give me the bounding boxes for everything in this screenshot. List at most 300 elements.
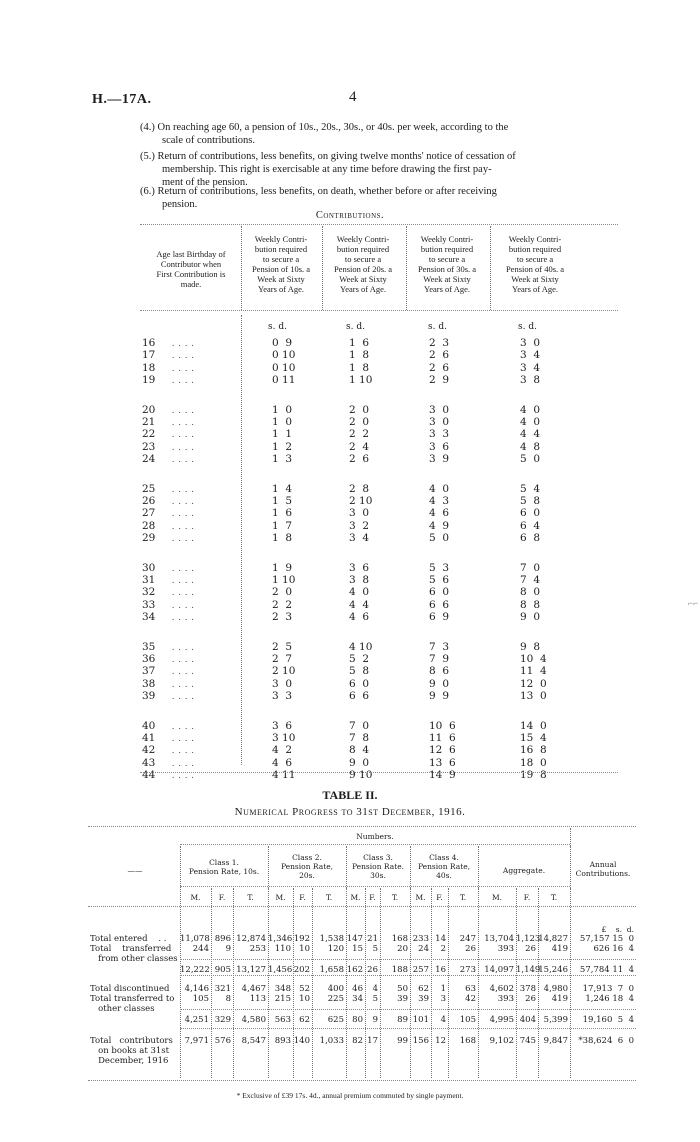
contribution-column-header: Weekly Contri- (508, 234, 562, 244)
table-cell: 12,874 (236, 934, 266, 944)
table-cell: 17 (367, 1036, 378, 1046)
contribution-value: 7 8 (349, 732, 370, 744)
contribution-value: 15 4 (520, 732, 547, 744)
contribution-value: 7 0 (520, 561, 541, 574)
table-2-title: TABLE II. (322, 788, 378, 802)
contribution-value: 12 0 (520, 677, 547, 690)
contribution-value: 2 8 (349, 482, 370, 495)
leader-dots: . . . . (172, 641, 195, 652)
table-cell: 20 (397, 944, 408, 954)
table-cell: 4,146 (184, 984, 209, 994)
table-top-rule (140, 224, 618, 225)
contribution-value: 8 4 (349, 744, 370, 757)
table-cell: 39 (418, 994, 429, 1004)
leader-dots: . . . . (172, 575, 195, 585)
table-cell: 99 (397, 1036, 408, 1046)
paragraph-line: scale of contributions. (162, 135, 256, 146)
table-cell: 10 (299, 944, 310, 954)
page-number: 4 (349, 89, 357, 105)
contribution-value: 5 0 (520, 453, 541, 466)
table-cell: 105 (459, 1015, 476, 1025)
contribution-value: 2 6 (349, 453, 370, 466)
contribution-value: 3 9 (429, 453, 450, 466)
contribution-value: 2 0 (349, 416, 370, 428)
contribution-value: 4 0 (520, 416, 541, 428)
table-cell: 7,971 (184, 1036, 209, 1046)
leader-dots: . . . . (172, 362, 195, 373)
contribution-column-header: to secure a (516, 254, 554, 264)
contribution-value: 4 6 (429, 507, 450, 520)
age-value: 32 (142, 586, 156, 599)
table-cell: 10 (299, 994, 310, 1004)
table-cell: 563 (274, 1015, 291, 1025)
mft-header: F. (369, 893, 376, 902)
table-cell: 15,246 (538, 965, 568, 975)
table-cell: 9 (372, 1015, 378, 1025)
mft-top-rule (180, 886, 570, 887)
contribution-value: 3 0 (429, 403, 450, 416)
label-column-header: —— (127, 866, 143, 875)
mft-header: M. (350, 893, 361, 902)
contribution-value: 0 10 (272, 349, 296, 362)
age-value: 18 (142, 361, 156, 374)
contribution-value: 4 10 (349, 640, 373, 653)
contribution-value: 1 0 (272, 416, 293, 428)
table-cell: 9 (225, 944, 231, 954)
age-value: 31 (142, 574, 156, 586)
table-cell: 52 (299, 984, 310, 994)
paragraph-line: (4.) On reaching age 60, a pension of 10s., 20s., 30s., or 40s. per week, according to the (140, 122, 509, 133)
age-value: 19 (142, 374, 156, 387)
contribution-value: 11 4 (520, 665, 547, 678)
class-header: Class 4. (429, 853, 459, 862)
contribution-value: 1 5 (272, 495, 293, 507)
contribution-value: 0 10 (272, 361, 296, 374)
table-cell: 3 (440, 994, 446, 1004)
contribution-value: 2 2 (272, 598, 293, 611)
subtotal-rule (180, 975, 636, 976)
leader-dots: . . . . (172, 733, 195, 743)
unit-label: s. d. (268, 322, 287, 332)
contribution-value: 13 0 (520, 690, 547, 703)
annual-contributions-header: Contributions. (575, 869, 631, 878)
leader-dots: . . . . (172, 587, 195, 598)
subtotal-rule (180, 959, 636, 960)
contribution-column-header: Pension of 20s. a (333, 264, 393, 274)
table-cell: 247 (459, 934, 476, 944)
contribution-value: 2 10 (272, 665, 296, 678)
contribution-value: 4 0 (429, 482, 450, 495)
table-bottom-rule (140, 772, 618, 773)
row-label: Total discontinued (90, 984, 170, 994)
contribution-value: 4 6 (349, 611, 370, 624)
table-cell: 14 (435, 934, 446, 944)
table-cell: 34 (352, 994, 363, 1004)
table-cell: 26 (525, 994, 536, 1004)
contribution-value: 6 0 (349, 677, 370, 690)
table-cell: 50 (397, 984, 408, 994)
age-value: 24 (142, 453, 156, 466)
contribution-value: 6 0 (520, 507, 541, 520)
leader-dots: . . . . (172, 441, 195, 452)
cell-rule (478, 888, 479, 1078)
table-2-subtitle: Numerical Progress to 31st December, 1916. (234, 806, 466, 818)
contribution-value: 2 4 (349, 440, 370, 453)
table-cell: 1,033 (319, 1036, 344, 1046)
leader-dots: . . . . (172, 678, 195, 689)
contribution-value: 1 8 (349, 349, 370, 362)
table-cell: 202 (293, 965, 310, 975)
contribution-value: 3 2 (349, 519, 370, 532)
table-cell: 5 (372, 994, 378, 1004)
table-cell: 1,456 (268, 965, 293, 975)
table-cell: 625 (327, 1015, 344, 1025)
contribution-value: 1 6 (349, 337, 370, 349)
table-cell: 8 (225, 994, 231, 1004)
table-cell: 21 (367, 934, 378, 944)
table-cell: 393 (497, 944, 514, 954)
age-value: 38 (142, 677, 156, 690)
leader-dots: . . . . (172, 496, 195, 506)
leader-dots: . . . . (172, 720, 195, 731)
contribution-value: 3 6 (272, 719, 293, 732)
table-cell: 62 (299, 1015, 310, 1025)
row-label: other classes (90, 1004, 155, 1014)
cell-rule (410, 888, 411, 1078)
contribution-value: 3 6 (429, 440, 450, 453)
table-cell: 80 (352, 1015, 363, 1025)
leader-dots: . . . . (172, 612, 195, 623)
table-cell: 89 (397, 1015, 408, 1025)
column-rule (490, 226, 491, 310)
table-cell: 147 (346, 934, 363, 944)
leader-dots: . . . . (172, 770, 195, 781)
annual-contribution-cell: 626 16 4 (593, 944, 634, 954)
contribution-value: 1 4 (272, 482, 293, 495)
paragraph-line: (5.) Return of contributions, less benefits, on giving twelve months' notice of cessation of (140, 151, 516, 162)
mft-header: T. (550, 893, 558, 902)
margin-mark: ⌐⌐ (688, 598, 699, 608)
contribution-column-header: Years of Age. (423, 284, 471, 294)
cell-rule (268, 888, 269, 1078)
contribution-value: 3 0 (349, 507, 370, 520)
age-column-header: Contributor when (160, 259, 222, 269)
table-cell: 404 (519, 1015, 536, 1025)
paragraph-line: membership. This right is exercisable at any time before drawing the first pay- (162, 164, 492, 175)
subtotal-rule (180, 1009, 636, 1010)
contribution-column-header: to secure a (428, 254, 466, 264)
contribution-value: 9 0 (349, 756, 370, 769)
contribution-value: 9 0 (520, 611, 541, 624)
report-reference: H.—17A. (92, 92, 152, 107)
mft-header: F. (523, 893, 531, 902)
contribution-value: 5 4 (520, 482, 541, 495)
age-value: 23 (142, 440, 156, 453)
column-rule (322, 226, 323, 310)
contribution-column-header: to secure a (262, 254, 300, 264)
contribution-value: 4 2 (272, 744, 293, 757)
contribution-column-header: bution required (254, 244, 308, 254)
contribution-value: 9 8 (520, 640, 541, 653)
age-value: 39 (142, 690, 156, 703)
class-header: 30s. (370, 871, 386, 880)
table-cell: 4,251 (184, 1015, 209, 1025)
table-cell: 273 (459, 965, 476, 975)
mft-header: T. (459, 893, 467, 902)
contribution-value: 7 9 (429, 653, 450, 665)
mft-header: F. (218, 893, 226, 902)
table-cell: 1,658 (319, 965, 344, 975)
leader-dots: . . . . (172, 691, 195, 702)
paragraph-line: pension. (162, 199, 198, 210)
cell-rule (365, 888, 366, 1078)
contribution-column-header: Years of Age. (339, 284, 387, 294)
paragraph-5 (140, 150, 630, 189)
contribution-value: 7 3 (429, 640, 450, 653)
table-cell: 110 (274, 944, 291, 954)
leader-dots: . . . . (172, 666, 195, 677)
contribution-value: 4 8 (520, 440, 541, 453)
table-cell: 4,995 (489, 1015, 514, 1025)
table-cell: 5 (372, 944, 378, 954)
table-cell: 14,097 (484, 965, 514, 975)
age-value: 43 (142, 756, 156, 769)
contribution-value: 13 6 (429, 756, 456, 769)
table2-bottom-rule (88, 1080, 636, 1081)
leader-dots: . . . . (172, 599, 195, 610)
age-value: 30 (142, 561, 156, 574)
cell-rule (380, 888, 381, 1078)
contribution-value: 5 8 (349, 665, 370, 678)
table-cell: 215 (274, 994, 291, 1004)
table-cell: 12 (435, 1036, 446, 1046)
contribution-value: 8 8 (520, 598, 541, 611)
paragraph-4 (140, 121, 630, 147)
contribution-value: 2 3 (429, 337, 450, 349)
table-cell: 329 (214, 1015, 231, 1025)
contribution-value: 6 6 (349, 690, 370, 703)
age-value: 29 (142, 532, 156, 545)
contribution-value: 8 0 (520, 586, 541, 599)
contribution-value: 0 9 (272, 337, 293, 349)
contribution-value: 1 2 (272, 440, 293, 453)
contribution-column-header: bution required (508, 244, 562, 254)
cell-rule (431, 888, 432, 1078)
contribution-value: 16 8 (520, 744, 547, 757)
contribution-value: 5 0 (429, 532, 450, 545)
table-cell: 378 (519, 984, 536, 994)
contribution-value: 6 4 (520, 519, 541, 532)
row-label: on books at 31st (90, 1046, 170, 1056)
table-cell: 225 (327, 994, 344, 1004)
age-value: 28 (142, 519, 156, 532)
contribution-value: 1 10 (349, 374, 373, 387)
leader-dots: . . . . (172, 338, 195, 348)
contribution-value: 3 3 (429, 428, 450, 441)
contribution-column-header: Pension of 10s. a (251, 264, 311, 274)
leader-dots: . . . . (172, 533, 195, 544)
table-cell: 9,102 (489, 1036, 514, 1046)
age-value: 25 (142, 482, 156, 495)
contribution-value: 1 6 (272, 507, 293, 520)
contribution-value: 4 4 (349, 598, 370, 611)
table-cell: 1,123 (516, 934, 541, 944)
contribution-value: 6 6 (429, 598, 450, 611)
table-cell: 1,149 (516, 965, 541, 975)
contribution-value: 1 0 (272, 403, 293, 416)
contribution-value: 1 3 (272, 453, 293, 466)
contribution-value: 2 2 (349, 428, 370, 441)
age-value: 27 (142, 507, 156, 520)
table-cell: 745 (519, 1036, 536, 1046)
age-value: 40 (142, 719, 156, 732)
contribution-value: 18 0 (520, 756, 547, 769)
age-column-header: made. (180, 279, 202, 289)
paragraph-line: ment of the pension. (162, 177, 248, 188)
subtotal-rule (180, 1028, 636, 1029)
leader-dots: . . . . (172, 483, 195, 494)
column-rule (241, 315, 242, 765)
contribution-column-header: Week at Sixty (511, 274, 559, 284)
table-cell: 62 (418, 984, 429, 994)
table-cell: 4,980 (543, 984, 568, 994)
contribution-value: 9 0 (429, 677, 450, 690)
table-cell: 156 (412, 1036, 429, 1046)
mft-header: M. (190, 893, 201, 902)
age-column-header: Age last Birthday of (156, 249, 226, 259)
leader-dots: . . . . (172, 404, 195, 415)
cell-rule (293, 888, 294, 1078)
age-value: 20 (142, 403, 156, 416)
age-value: 26 (142, 495, 156, 507)
contribution-column-header: bution required (420, 244, 474, 254)
row-label: Total entered . . (90, 934, 167, 944)
table-cell: 120 (327, 944, 344, 954)
class-header: 40s. (436, 871, 452, 880)
table-cell: 101 (412, 1015, 429, 1025)
contribution-value: 14 9 (429, 769, 456, 782)
table-cell: 576 (214, 1036, 231, 1046)
table-cell: 26 (465, 944, 476, 954)
cell-rule (346, 888, 347, 1078)
contribution-value: 4 11 (272, 769, 296, 782)
table-cell: 4,467 (241, 984, 266, 994)
unit-label: s. d. (518, 322, 537, 332)
table-cell: 253 (249, 944, 266, 954)
table-cell: 192 (293, 934, 310, 944)
cell-rule (233, 888, 234, 1078)
table-cell: 1,538 (319, 934, 344, 944)
annual-contribution-cell: 17,913 7 0 (582, 984, 634, 994)
table-cell: 14,827 (538, 934, 568, 944)
table-cell: 46 (352, 984, 363, 994)
cell-rule (538, 888, 539, 1078)
mft-header: F. (299, 893, 306, 902)
class-header: Pension Rate, (280, 862, 334, 871)
contribution-value: 3 4 (349, 532, 370, 545)
table-cell: 82 (352, 1036, 363, 1046)
lsd-unit: £ s. d. (601, 925, 634, 934)
annual-contribution-cell: *38,624 6 0 (578, 1036, 634, 1046)
mft-header: T. (247, 893, 254, 902)
contributions-title: Contributions. (315, 210, 385, 221)
leader-dots: . . . . (172, 375, 195, 386)
age-column-header: First Contribution is (156, 269, 226, 279)
contribution-value: 4 0 (349, 586, 370, 599)
mft-header: F. (436, 893, 443, 902)
age-value: 33 (142, 598, 156, 611)
contribution-column-header: Pension of 30s. a (417, 264, 477, 274)
class-header: Pension Rate. (351, 862, 405, 871)
table-cell: 4 (440, 1015, 446, 1025)
column-rule (241, 226, 242, 310)
contribution-value: 1 7 (272, 519, 293, 532)
numbers-rule (180, 844, 570, 845)
contribution-value: 3 4 (520, 349, 541, 362)
table-cell: 16 (435, 965, 446, 975)
class-header: Class 1. (209, 858, 239, 867)
table2-top-rule (88, 826, 636, 827)
table-cell: 188 (391, 965, 408, 975)
age-value: 41 (142, 732, 156, 744)
table-cell: 13,704 (484, 934, 514, 944)
row-label: December, 1916 (90, 1056, 169, 1066)
contribution-value: 5 6 (429, 574, 450, 586)
table-cell: 13,127 (236, 965, 266, 975)
contribution-value: 7 4 (520, 574, 541, 586)
contribution-value: 6 8 (520, 532, 541, 545)
row-label: from other classes (90, 954, 178, 964)
contribution-value: 1 10 (272, 574, 296, 586)
table-cell: 1 (440, 984, 446, 994)
contribution-value: 2 10 (349, 495, 373, 507)
contribution-value: 4 6 (272, 756, 293, 769)
age-value: 21 (142, 416, 156, 428)
contribution-column-header: bution required (336, 244, 390, 254)
contribution-value: 1 1 (272, 428, 293, 441)
table-cell: 63 (465, 984, 476, 994)
row-label: Total transferred (90, 944, 172, 954)
contribution-value: 4 4 (520, 428, 541, 441)
table-cell: 2 (440, 944, 446, 954)
cell-rule (211, 888, 212, 1078)
contribution-column-header: Week at Sixty (423, 274, 471, 284)
contribution-value: 14 0 (520, 719, 547, 732)
annual-contribution-cell: 19,160 5 4 (582, 1015, 634, 1025)
mft-header: M. (275, 893, 286, 902)
age-value: 34 (142, 611, 156, 624)
annual-contribution-cell: 57,784 11 4 (579, 965, 634, 975)
age-value: 22 (142, 428, 156, 441)
contribution-value: 5 2 (349, 653, 370, 665)
leader-dots: . . . . (172, 454, 195, 465)
table-cell: 1,346 (268, 934, 293, 944)
leader-dots: . . . . (172, 562, 195, 573)
contribution-column-header: to secure a (344, 254, 382, 264)
table-cell: 15 (352, 944, 363, 954)
row-label: Total transferred to (90, 994, 175, 1004)
contribution-value: 2 6 (429, 349, 450, 362)
table-cell: 896 (214, 934, 231, 944)
age-value: 35 (142, 640, 156, 653)
cell-rule (516, 888, 517, 1078)
table-cell: 419 (551, 944, 568, 954)
annual-contribution-cell: 57,157 15 0 (579, 934, 634, 944)
table-cell: 12,222 (180, 965, 210, 975)
table-cell: 168 (391, 934, 408, 944)
paragraph-6 (140, 185, 630, 211)
contribution-value: 0 11 (272, 374, 296, 387)
